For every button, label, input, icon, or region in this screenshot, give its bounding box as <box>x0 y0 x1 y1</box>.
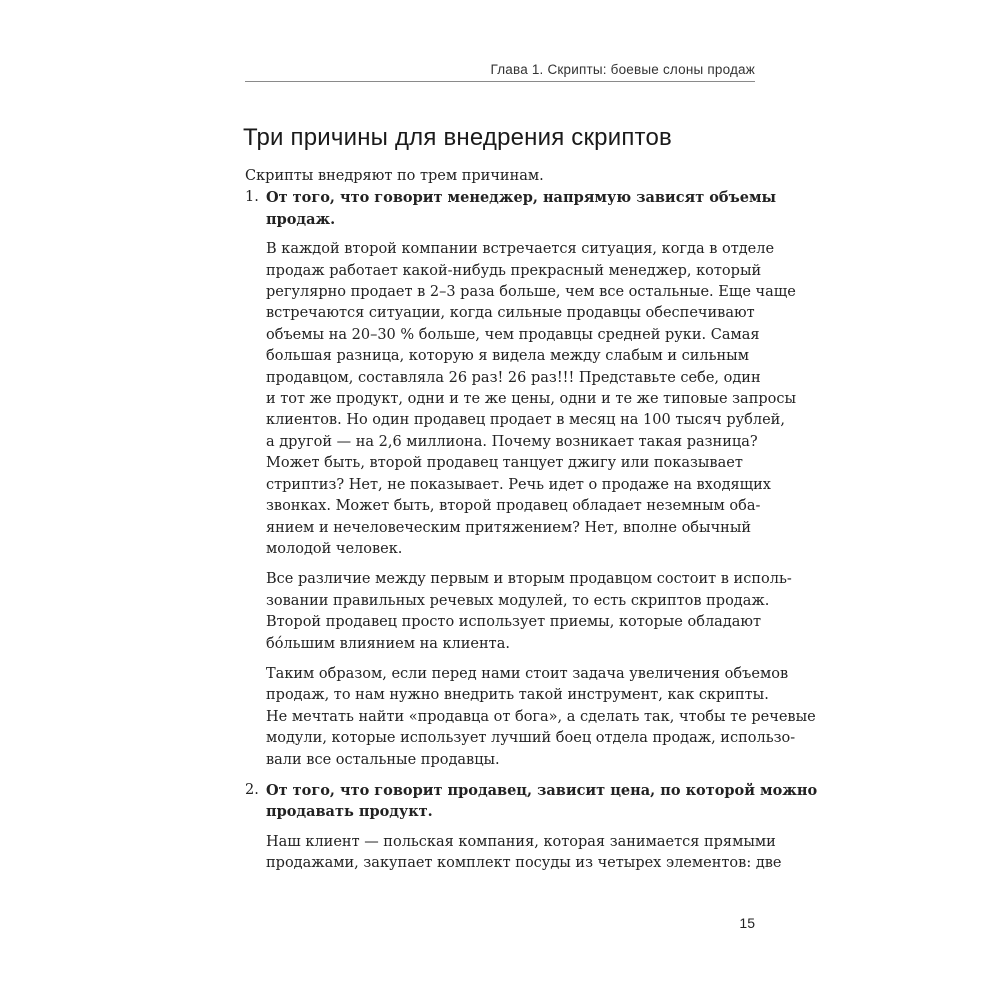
text-line: зовании правильных речевых модулей, то есть скриптов продаж. <box>266 592 770 609</box>
text-line: Наш клиент — польская компания, которая занимается прямыми <box>266 833 776 850</box>
text-line: стриптиз? Нет, не показывает. Речь идет о продаже на входящих <box>266 476 771 493</box>
text-line: В каждой второй компании встречается ситуация, когда в отделе <box>266 241 775 258</box>
list-item-1 <box>245 187 816 771</box>
list-item-number: 1. <box>245 189 259 206</box>
list-item-heading <box>266 780 818 823</box>
list-item-heading <box>266 187 777 230</box>
section-title: Три причины для внедрения скриптов <box>243 124 672 151</box>
body-paragraph <box>266 664 816 771</box>
page-body <box>245 166 818 884</box>
list-item-number: 2. <box>245 781 259 798</box>
body-paragraph <box>266 569 792 655</box>
text-line: Все различие между первым и вторым продавцом состоит в исполь- <box>266 571 792 588</box>
text-line: Может быть, второй продавец танцует джигу или показывает <box>266 455 743 472</box>
text-line: клиентов. Но один продавец продает в месяц на 100 тысяч рублей, <box>266 412 785 429</box>
list-item-2 <box>245 780 818 875</box>
text-line: звонках. Может быть, второй продавец обладает неземным оба- <box>266 498 761 515</box>
text-line: Таким образом, если перед нами стоит задача увеличения объемов <box>266 665 789 682</box>
text-line: вали все остальные продавцы. <box>266 751 500 768</box>
text-line: встречаются ситуации, когда сильные продавцы обеспечивают <box>266 305 755 322</box>
heading-line: продавать продукт. <box>266 803 433 821</box>
heading-line: От того, что говорит менеджер, напрямую зависят объемы <box>266 189 777 207</box>
text-line: Второй продавец просто использует приемы, которые обладают <box>266 614 762 631</box>
heading-line: От того, что говорит продавец, зависит цена, по которой можно <box>266 781 818 799</box>
text-line: регулярно продает в 2–3 раза больше, чем все остальные. Еще чаще <box>266 284 796 301</box>
text-line: Не мечтать найти «продавца от бога», а сделать так, чтобы те речевые <box>266 708 816 725</box>
heading-line: продаж. <box>266 210 336 228</box>
page-number: 15 <box>739 915 755 931</box>
running-header: Глава 1. Скрипты: боевые слоны продаж <box>490 62 755 77</box>
text-line: а другой — на 2,6 миллиона. Почему возникает такая разница? <box>266 433 758 450</box>
text-line: продавцом, составляла 26 раз! 26 раз!!! Представьте себе, один <box>266 369 761 386</box>
text-line: продажами, закупает комплект посуды из четырех элементов: две <box>266 855 782 872</box>
intro-paragraph: Скрипты внедряют по трем причинам. <box>245 168 544 184</box>
body-paragraph <box>266 239 797 560</box>
text-line: молодой человек. <box>266 540 403 557</box>
text-line: янием и нечеловеческим притяжением? Нет, вполне обычный <box>266 519 752 536</box>
text-line: и тот же продукт, одни и те же цены, одни и те же типовые запросы <box>266 391 797 408</box>
body-paragraph <box>266 832 782 875</box>
text-line: продаж, то нам нужно внедрить такой инструмент, как скрипты. <box>266 687 769 704</box>
text-line: продаж работает какой-нибудь прекрасный менеджер, который <box>266 262 762 279</box>
text-line: объемы на 20–30 % больше, чем продавцы средней руки. Самая <box>266 326 760 343</box>
text-line: бóльшим влиянием на клиента. <box>266 635 510 652</box>
text-line: большая разница, которую я видела между слабым и сильным <box>266 348 749 365</box>
text-line: модули, которые использует лучший боец отдела продаж, использо- <box>266 730 796 747</box>
header-rule <box>245 81 755 82</box>
